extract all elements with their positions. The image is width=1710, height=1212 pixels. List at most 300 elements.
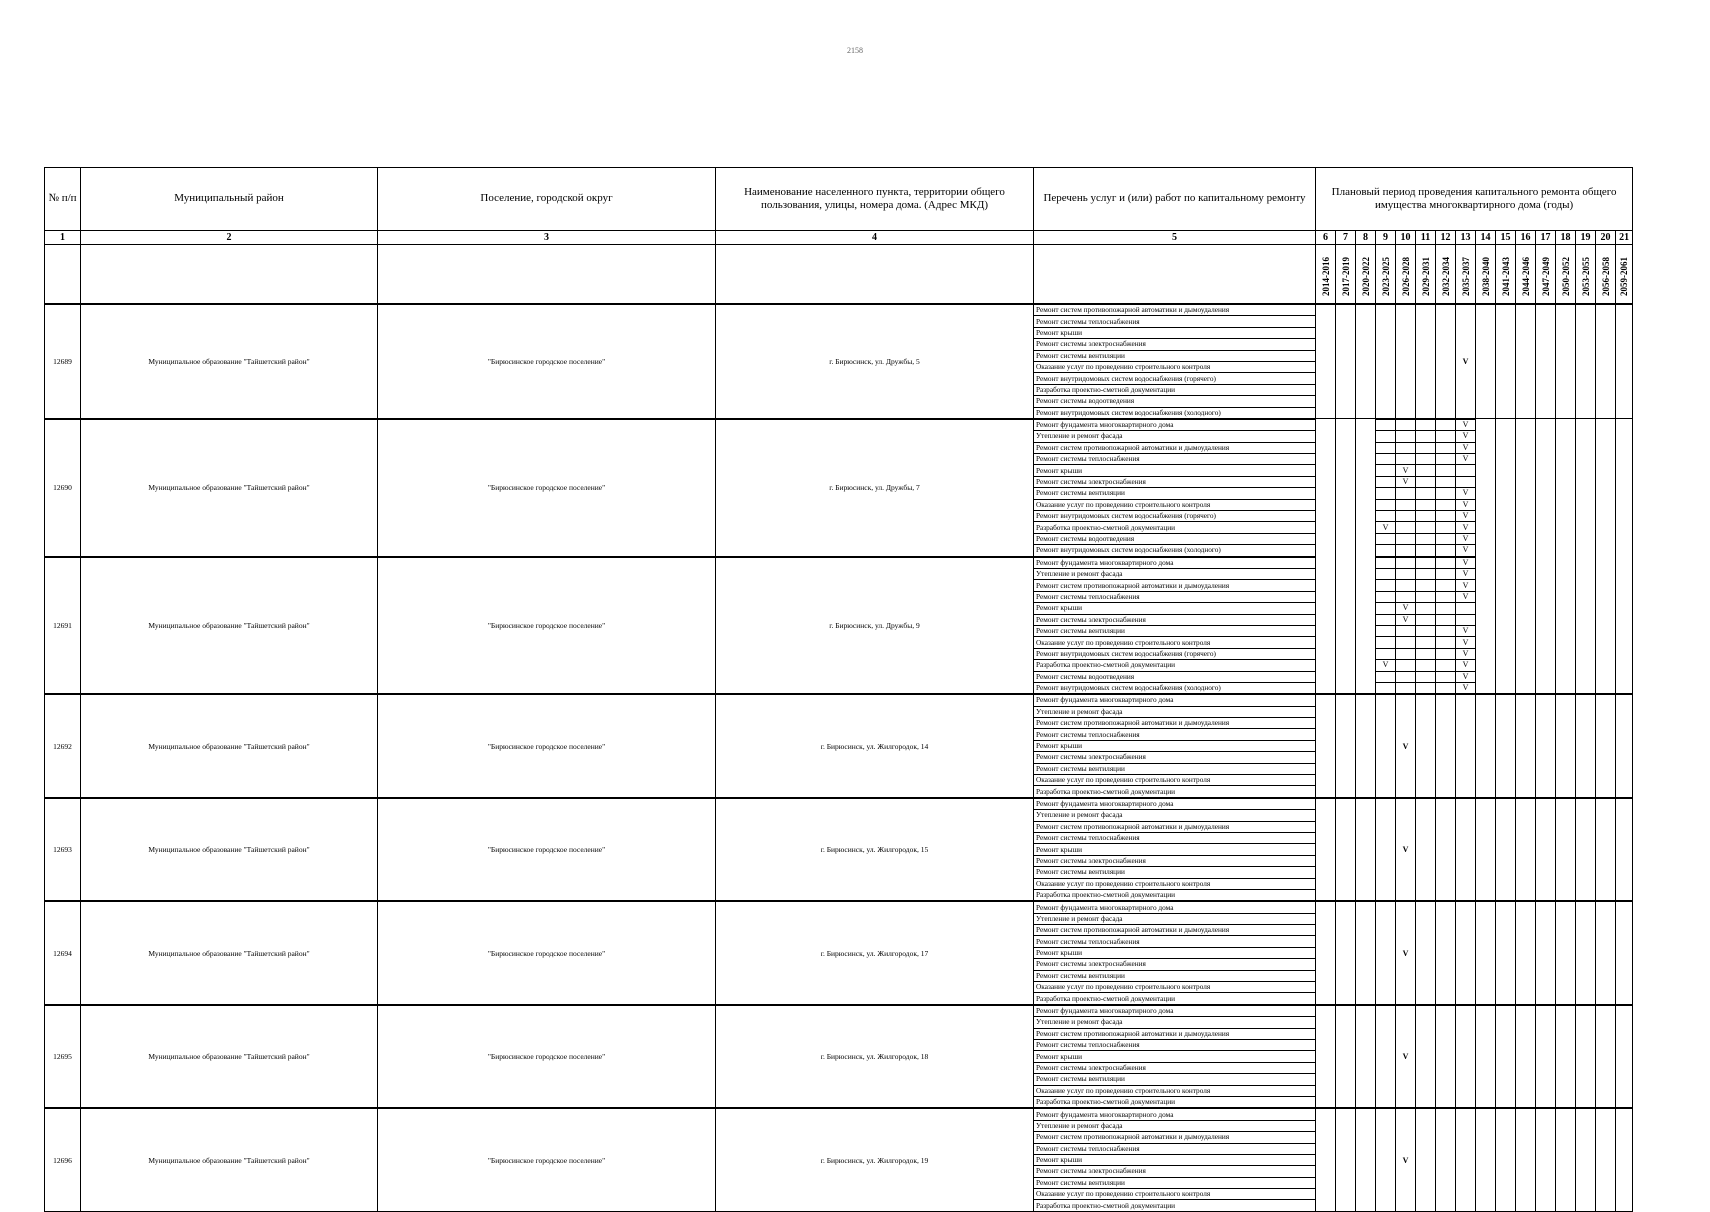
work-item: Ремонт внутридомовых систем водоснабжения (горячего) [1034,373,1316,384]
plan-cell [1376,488,1396,499]
plan-cell [1376,304,1396,419]
plan-cell [1336,625,1356,636]
plan-cell [1596,637,1616,648]
plan-cell [1456,1108,1476,1211]
plan-cell: V [1396,476,1416,487]
plan-cell [1596,648,1616,659]
plan-cell [1556,660,1576,671]
header-works: Перечень услуг и (или) работ по капитальному ремонту [1034,168,1316,231]
table-row [45,1108,1633,1120]
plan-cell [1616,511,1633,522]
plan-cell [1596,671,1616,682]
plan-cell [1396,431,1416,442]
plan-cell [1556,682,1576,694]
plan-cell [1436,476,1456,487]
plan-cell [1596,511,1616,522]
table-row [45,901,1633,913]
plan-cell [1616,1005,1633,1109]
plan-cell [1356,454,1376,465]
plan-cell [1556,798,1576,902]
work-item: Разработка проектно-сметной документации [1034,660,1316,671]
plan-cell [1516,1108,1536,1211]
years-row-blank [81,245,378,305]
plan-cell [1396,304,1416,419]
plan-cell [1616,476,1633,487]
plan-cell [1316,511,1336,522]
plan-cell [1436,1108,1456,1211]
plan-cell [1436,419,1456,431]
plan-cell [1516,442,1536,453]
work-item: Ремонт системы теплоснабжения [1034,591,1316,602]
plan-cell [1476,1005,1496,1109]
plan-cell [1616,568,1633,579]
work-item: Ремонт крыши [1034,1051,1316,1062]
record-district: Муниципальное образование "Тайшетский район" [81,798,378,902]
plan-cell: V [1376,660,1396,671]
plan-cell [1576,682,1596,694]
plan-cell [1476,660,1496,671]
plan-cell: V [1456,682,1476,694]
plan-cell [1496,901,1516,1005]
plan-cell: V [1456,625,1476,636]
plan-cell [1436,465,1456,476]
work-item: Разработка проектно-сметной документации [1034,993,1316,1005]
plan-cell [1396,660,1416,671]
work-item: Ремонт фундамента многоквартирного дома [1034,798,1316,810]
plan-cell [1356,798,1376,902]
plan-cell [1496,1005,1516,1109]
table-row [45,798,1633,810]
plan-cell [1596,591,1616,602]
plan-cell [1396,533,1416,544]
plan-cell [1596,625,1616,636]
plan-cell [1616,442,1633,453]
work-item: Ремонт системы водоотведения [1034,396,1316,407]
plan-cell [1336,533,1356,544]
plan-cell [1436,682,1456,694]
plan-cell [1476,694,1496,798]
column-number-18: 18 [1556,231,1576,245]
plan-cell [1316,625,1336,636]
plan-cell [1476,533,1496,544]
plan-cell [1516,488,1536,499]
plan-cell [1376,511,1396,522]
plan-cell [1596,499,1616,510]
plan-cell [1596,901,1616,1005]
work-item: Разработка проектно-сметной документации [1034,889,1316,901]
work-item: Ремонт крыши [1034,1154,1316,1165]
plan-cell [1616,671,1633,682]
column-number-7: 7 [1336,231,1356,245]
plan-cell [1496,533,1516,544]
column-number-8: 8 [1356,231,1376,245]
record-address: г. Бирюсинск, ул. Дружбы, 9 [716,557,1034,695]
plan-cell [1516,798,1536,902]
plan-cell [1476,637,1496,648]
work-item: Ремонт системы электроснабжения [1034,1166,1316,1177]
plan-cell [1616,901,1633,1005]
work-item: Ремонт системы теплоснабжения [1034,1040,1316,1051]
plan-cell [1516,682,1536,694]
plan-cell [1616,1108,1633,1211]
plan-cell [1616,798,1633,902]
plan-cell [1616,591,1633,602]
plan-cell [1436,798,1456,902]
plan-cell: V [1456,545,1476,557]
record-district: Муниципальное образование "Тайшетский район" [81,304,378,419]
plan-cell [1316,580,1336,591]
record-address: г. Бирюсинск, ул. Дружбы, 7 [716,419,1034,557]
plan-cell [1436,694,1456,798]
plan-cell [1596,603,1616,614]
plan-cell [1496,580,1516,591]
work-item: Утепление и ремонт фасада [1034,1120,1316,1131]
plan-cell [1516,694,1536,798]
plan-cell [1336,671,1356,682]
plan-cell [1396,442,1416,453]
plan-cell [1336,476,1356,487]
plan-cell [1356,522,1376,533]
plan-cell [1476,454,1496,465]
year-period-2014-2016: 2014-2016 [1316,245,1336,305]
plan-cell [1356,1108,1376,1211]
work-item: Ремонт крыши [1034,465,1316,476]
plan-cell [1416,499,1436,510]
plan-cell [1356,304,1376,419]
plan-cell [1476,671,1496,682]
plan-cell [1516,901,1536,1005]
plan-cell [1576,499,1596,510]
plan-cell [1356,1005,1376,1109]
plan-cell [1336,614,1356,625]
work-item: Ремонт систем противопожарной автоматики и дымоудаления [1034,1132,1316,1143]
record-district: Муниципальное образование "Тайшетский район" [81,901,378,1005]
column-number-21: 21 [1616,231,1633,245]
work-item: Ремонт системы водоотведения [1034,671,1316,682]
plan-cell [1476,648,1496,659]
plan-cell [1616,304,1633,419]
plan-cell [1336,798,1356,902]
plan-cell [1596,545,1616,557]
plan-cell [1496,637,1516,648]
plan-cell [1516,557,1536,569]
plan-cell [1556,557,1576,569]
plan-cell [1576,671,1596,682]
plan-cell [1416,476,1436,487]
plan-cell [1576,522,1596,533]
work-item: Утепление и ремонт фасада [1034,706,1316,717]
plan-cell [1316,419,1336,431]
plan-cell [1556,419,1576,431]
plan-cell [1376,465,1396,476]
plan-cell [1576,557,1596,569]
work-item: Оказание услуг по проведению строительного контроля [1034,878,1316,889]
work-item: Ремонт внутридомовых систем водоснабжения (холодного) [1034,545,1316,557]
plan-cell [1316,603,1336,614]
plan-cell [1356,533,1376,544]
plan-cell: V [1456,454,1476,465]
plan-cell [1396,522,1416,533]
plan-cell [1576,603,1596,614]
plan-cell [1356,580,1376,591]
plan-cell [1356,499,1376,510]
plan-cell [1496,511,1516,522]
plan-cell [1356,614,1376,625]
plan-cell [1596,1108,1616,1211]
plan-cell [1376,603,1396,614]
column-number-4: 4 [716,231,1034,245]
plan-cell [1496,499,1516,510]
work-item: Ремонт фундамента многоквартирного дома [1034,694,1316,706]
plan-cell [1576,614,1596,625]
header-settlement: Поселение, городской округ [378,168,716,231]
plan-cell [1536,1005,1556,1109]
plan-cell [1436,901,1456,1005]
page-number: 2158 [847,46,863,55]
plan-cell [1336,901,1356,1005]
plan-cell [1356,557,1376,569]
header-number: № п/п [45,168,81,231]
plan-cell [1596,431,1616,442]
work-item: Ремонт системы теплоснабжения [1034,832,1316,843]
plan-cell [1376,442,1396,453]
plan-cell [1616,499,1633,510]
year-period-2035-2037: 2035-2037 [1456,245,1476,305]
work-item: Утепление и ремонт фасада [1034,913,1316,924]
work-item: Ремонт фундамента многоквартирного дома [1034,557,1316,569]
plan-cell [1436,442,1456,453]
plan-cell [1536,603,1556,614]
plan-cell [1316,476,1336,487]
plan-cell [1316,671,1336,682]
plan-cell [1316,454,1336,465]
plan-cell [1476,682,1496,694]
plan-cell [1536,419,1556,431]
plan-cell [1416,465,1436,476]
plan-cell [1516,660,1536,671]
plan-cell [1616,603,1633,614]
work-item: Ремонт системы электроснабжения [1034,752,1316,763]
work-item: Ремонт систем противопожарной автоматики и дымоудаления [1034,925,1316,936]
plan-cell: V [1456,533,1476,544]
column-number-15: 15 [1496,231,1516,245]
plan-cell [1336,603,1356,614]
plan-cell [1556,901,1576,1005]
work-item: Ремонт системы теплоснабжения [1034,729,1316,740]
column-number-16: 16 [1516,231,1536,245]
work-item: Разработка проектно-сметной документации [1034,384,1316,395]
plan-cell [1416,798,1436,902]
capital-repair-table-sheet [44,167,1632,1210]
plan-cell [1536,442,1556,453]
work-item: Оказание услуг по проведению строительного контроля [1034,982,1316,993]
plan-cell [1436,568,1456,579]
plan-cell [1516,431,1536,442]
plan-cell [1556,648,1576,659]
work-item: Ремонт системы вентиляции [1034,867,1316,878]
plan-cell [1556,454,1576,465]
plan-cell [1316,557,1336,569]
plan-cell [1476,1108,1496,1211]
plan-cell [1576,465,1596,476]
plan-cell [1316,568,1336,579]
plan-cell [1376,431,1396,442]
plan-cell [1496,603,1516,614]
plan-cell [1416,511,1436,522]
plan-cell: V [1456,499,1476,510]
plan-cell [1316,545,1336,557]
work-item: Ремонт системы электроснабжения [1034,614,1316,625]
record-settlement: "Бирюсинское городское поселение" [378,557,716,695]
work-item: Ремонт системы вентиляции [1034,625,1316,636]
plan-cell [1436,533,1456,544]
work-item: Ремонт систем противопожарной автоматики и дымоудаления [1034,821,1316,832]
column-number-20: 20 [1596,231,1616,245]
year-period-2053-2055: 2053-2055 [1576,245,1596,305]
plan-cell [1336,660,1356,671]
plan-cell [1576,901,1596,1005]
year-period-2050-2052: 2050-2052 [1556,245,1576,305]
plan-cell [1436,580,1456,591]
plan-cell [1376,499,1396,510]
plan-cell [1496,454,1516,465]
plan-cell [1316,614,1336,625]
column-number-12: 12 [1436,231,1456,245]
plan-cell [1316,591,1336,602]
plan-cell [1416,1005,1436,1109]
plan-cell [1516,476,1536,487]
plan-cell [1516,499,1536,510]
work-item: Ремонт системы электроснабжения [1034,339,1316,350]
plan-cell [1596,798,1616,902]
plan-cell [1316,901,1336,1005]
plan-cell [1376,476,1396,487]
record-number: 12692 [45,694,81,798]
plan-cell [1496,682,1516,694]
plan-cell [1376,533,1396,544]
plan-cell [1396,419,1416,431]
plan-cell [1436,522,1456,533]
plan-cell [1496,557,1516,569]
record-address: г. Бирюсинск, ул. Жилгородок, 17 [716,901,1034,1005]
plan-cell: V [1396,694,1416,798]
plan-cell [1556,591,1576,602]
work-item: Ремонт системы вентиляции [1034,488,1316,499]
plan-cell [1516,465,1536,476]
plan-cell [1596,580,1616,591]
plan-cell [1476,499,1496,510]
plan-cell [1596,442,1616,453]
plan-cell [1536,660,1556,671]
plan-cell [1396,488,1416,499]
plan-cell [1416,557,1436,569]
work-item: Ремонт системы электроснабжения [1034,476,1316,487]
plan-cell [1516,591,1536,602]
plan-cell [1336,557,1356,569]
plan-cell [1496,431,1516,442]
plan-cell [1556,694,1576,798]
plan-cell [1456,465,1476,476]
record-number: 12693 [45,798,81,902]
years-row [45,245,1633,305]
plan-cell [1476,580,1496,591]
plan-cell [1316,637,1336,648]
plan-cell [1456,614,1476,625]
plan-cell [1316,442,1336,453]
work-item: Ремонт систем противопожарной автоматики и дымоудаления [1034,304,1316,316]
work-item: Оказание услуг по проведению строительного контроля [1034,775,1316,786]
plan-cell [1436,637,1456,648]
plan-cell [1436,1005,1456,1109]
work-item: Ремонт крыши [1034,603,1316,614]
record-number: 12690 [45,419,81,557]
record-number: 12691 [45,557,81,695]
plan-cell [1576,533,1596,544]
work-item: Утепление и ремонт фасада [1034,810,1316,821]
table-row [45,419,1633,431]
plan-cell: V [1456,637,1476,648]
plan-cell [1576,660,1596,671]
plan-cell [1496,1108,1516,1211]
years-row-blank [378,245,716,305]
plan-cell: V [1456,568,1476,579]
plan-cell [1616,580,1633,591]
plan-cell [1436,671,1456,682]
plan-cell [1556,1108,1576,1211]
plan-cell [1536,671,1556,682]
plan-cell [1316,1005,1336,1109]
plan-cell [1556,625,1576,636]
plan-cell [1476,545,1496,557]
plan-cell [1596,568,1616,579]
plan-cell [1556,1005,1576,1109]
table-row [45,694,1633,706]
plan-cell [1536,557,1556,569]
plan-cell [1336,522,1356,533]
plan-cell [1536,614,1556,625]
plan-cell [1576,648,1596,659]
plan-cell [1436,557,1456,569]
column-number-19: 19 [1576,231,1596,245]
plan-cell [1496,694,1516,798]
plan-cell [1536,304,1556,419]
plan-cell [1536,465,1556,476]
plan-cell [1496,671,1516,682]
work-item: Ремонт систем противопожарной автоматики и дымоудаления [1034,1028,1316,1039]
year-period-2041-2043: 2041-2043 [1496,245,1516,305]
plan-cell [1576,625,1596,636]
column-number-11: 11 [1416,231,1436,245]
plan-cell [1416,545,1436,557]
plan-cell [1376,545,1396,557]
work-item: Ремонт систем противопожарной автоматики и дымоудаления [1034,718,1316,729]
plan-cell [1376,625,1396,636]
record-address: г. Бирюсинск, ул. Жилгородок, 15 [716,798,1034,902]
plan-cell [1316,522,1336,533]
work-item: Оказание услуг по проведению строительного контроля [1034,1085,1316,1096]
plan-cell [1616,454,1633,465]
plan-cell [1336,511,1356,522]
plan-cell [1476,476,1496,487]
plan-cell [1556,671,1576,682]
plan-cell [1376,648,1396,659]
plan-cell [1616,488,1633,499]
plan-cell [1336,442,1356,453]
plan-cell [1516,304,1536,419]
plan-cell: V [1456,522,1476,533]
record-number: 12689 [45,304,81,419]
plan-cell [1596,660,1616,671]
